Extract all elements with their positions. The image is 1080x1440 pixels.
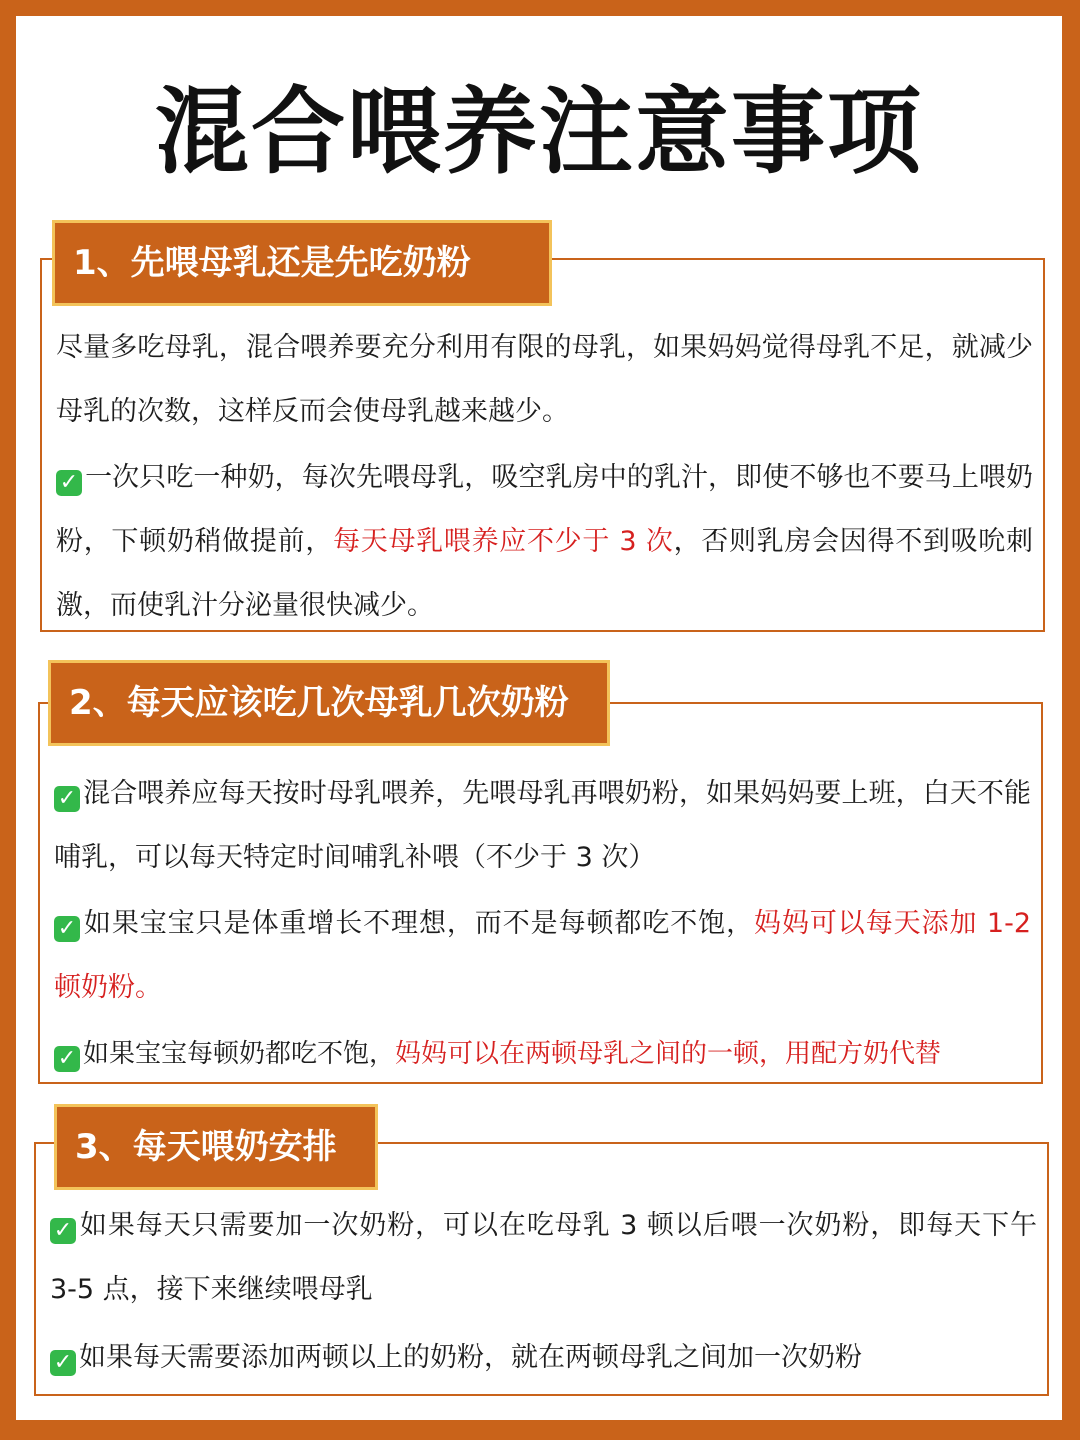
page-title: 混合喂养注意事项 bbox=[154, 78, 923, 187]
section-2-header: 2、每天应该吃几次母乳几次奶粉 bbox=[48, 660, 610, 746]
check-mark-icon: ✓ bbox=[50, 1218, 76, 1244]
check-mark-icon: ✓ bbox=[54, 1046, 80, 1072]
paragraph-text: 尽量多吃母乳，混合喂养要充分利用有限的母乳，如果妈妈觉得母乳不足，就减少母乳的次数，这样反而会使母乳越来越少。 bbox=[56, 332, 1033, 427]
section-1-paragraph-1 bbox=[56, 316, 1033, 444]
section-1-header: 1、先喂母乳还是先吃奶粉 bbox=[52, 220, 552, 306]
check-mark-icon: ✓ bbox=[50, 1350, 76, 1376]
section-2 bbox=[38, 683, 1043, 1084]
poster-page bbox=[16, 16, 1062, 1420]
paragraph-text: 如果宝宝只是体重增长不理想，而不是每顿都吃不饱， bbox=[83, 908, 755, 939]
paragraph-text: 混合喂养应每天按时母乳喂养，先喂母乳再喂奶粉，如果妈妈要上班，白天不能哺乳，可以每天特定时间哺乳补喂（不少于 3 次） bbox=[54, 778, 1031, 873]
check-mark-icon: ✓ bbox=[56, 470, 82, 496]
section-1-paragraph-2 bbox=[56, 446, 1033, 638]
paragraph-text: 一次只吃一种奶，每次先喂母乳，吸空乳房中的乳汁，即使不够也不要马上喂奶粉，下顿奶稍做提前， bbox=[56, 462, 1033, 557]
section-3 bbox=[34, 1127, 1049, 1396]
section-2-paragraph-3 bbox=[54, 1022, 1031, 1086]
section-3-paragraph-2 bbox=[50, 1326, 1037, 1390]
check-mark-icon: ✓ bbox=[54, 786, 80, 812]
section-3-paragraph-1 bbox=[50, 1194, 1037, 1322]
section-3-header: 3、每天喂奶安排 bbox=[54, 1104, 378, 1190]
paragraph-text-after: ，否则乳房会因得不到吸吮刺激，而使乳汁分泌量很快减少。 bbox=[56, 526, 1034, 621]
section-2-paragraph-1 bbox=[54, 762, 1031, 890]
paragraph-highlight: 妈妈可以在两顿母乳之间的一顿，用配方奶代替 bbox=[395, 1039, 942, 1069]
section-2-paragraph-2 bbox=[54, 892, 1031, 1020]
check-mark-icon: ✓ bbox=[54, 916, 80, 942]
paragraph-highlight: 妈妈可以每天添加 1-2 顿奶粉。 bbox=[54, 908, 1032, 1003]
paragraph-highlight: 每天母乳喂养应不少于 3 次 bbox=[333, 526, 674, 557]
paragraph-text: 如果每天需要添加两顿以上的奶粉，就在两顿母乳之间加一次奶粉 bbox=[79, 1342, 862, 1373]
paragraph-text: 如果每天只需要加一次奶粉，可以在吃母乳 3 顿以后喂一次奶粉，即每天下午 3-5 点，接下来继续喂母乳 bbox=[50, 1210, 1037, 1305]
paragraph-text: 如果宝宝每顿奶都吃不饱， bbox=[83, 1039, 396, 1069]
section-1 bbox=[40, 243, 1045, 632]
